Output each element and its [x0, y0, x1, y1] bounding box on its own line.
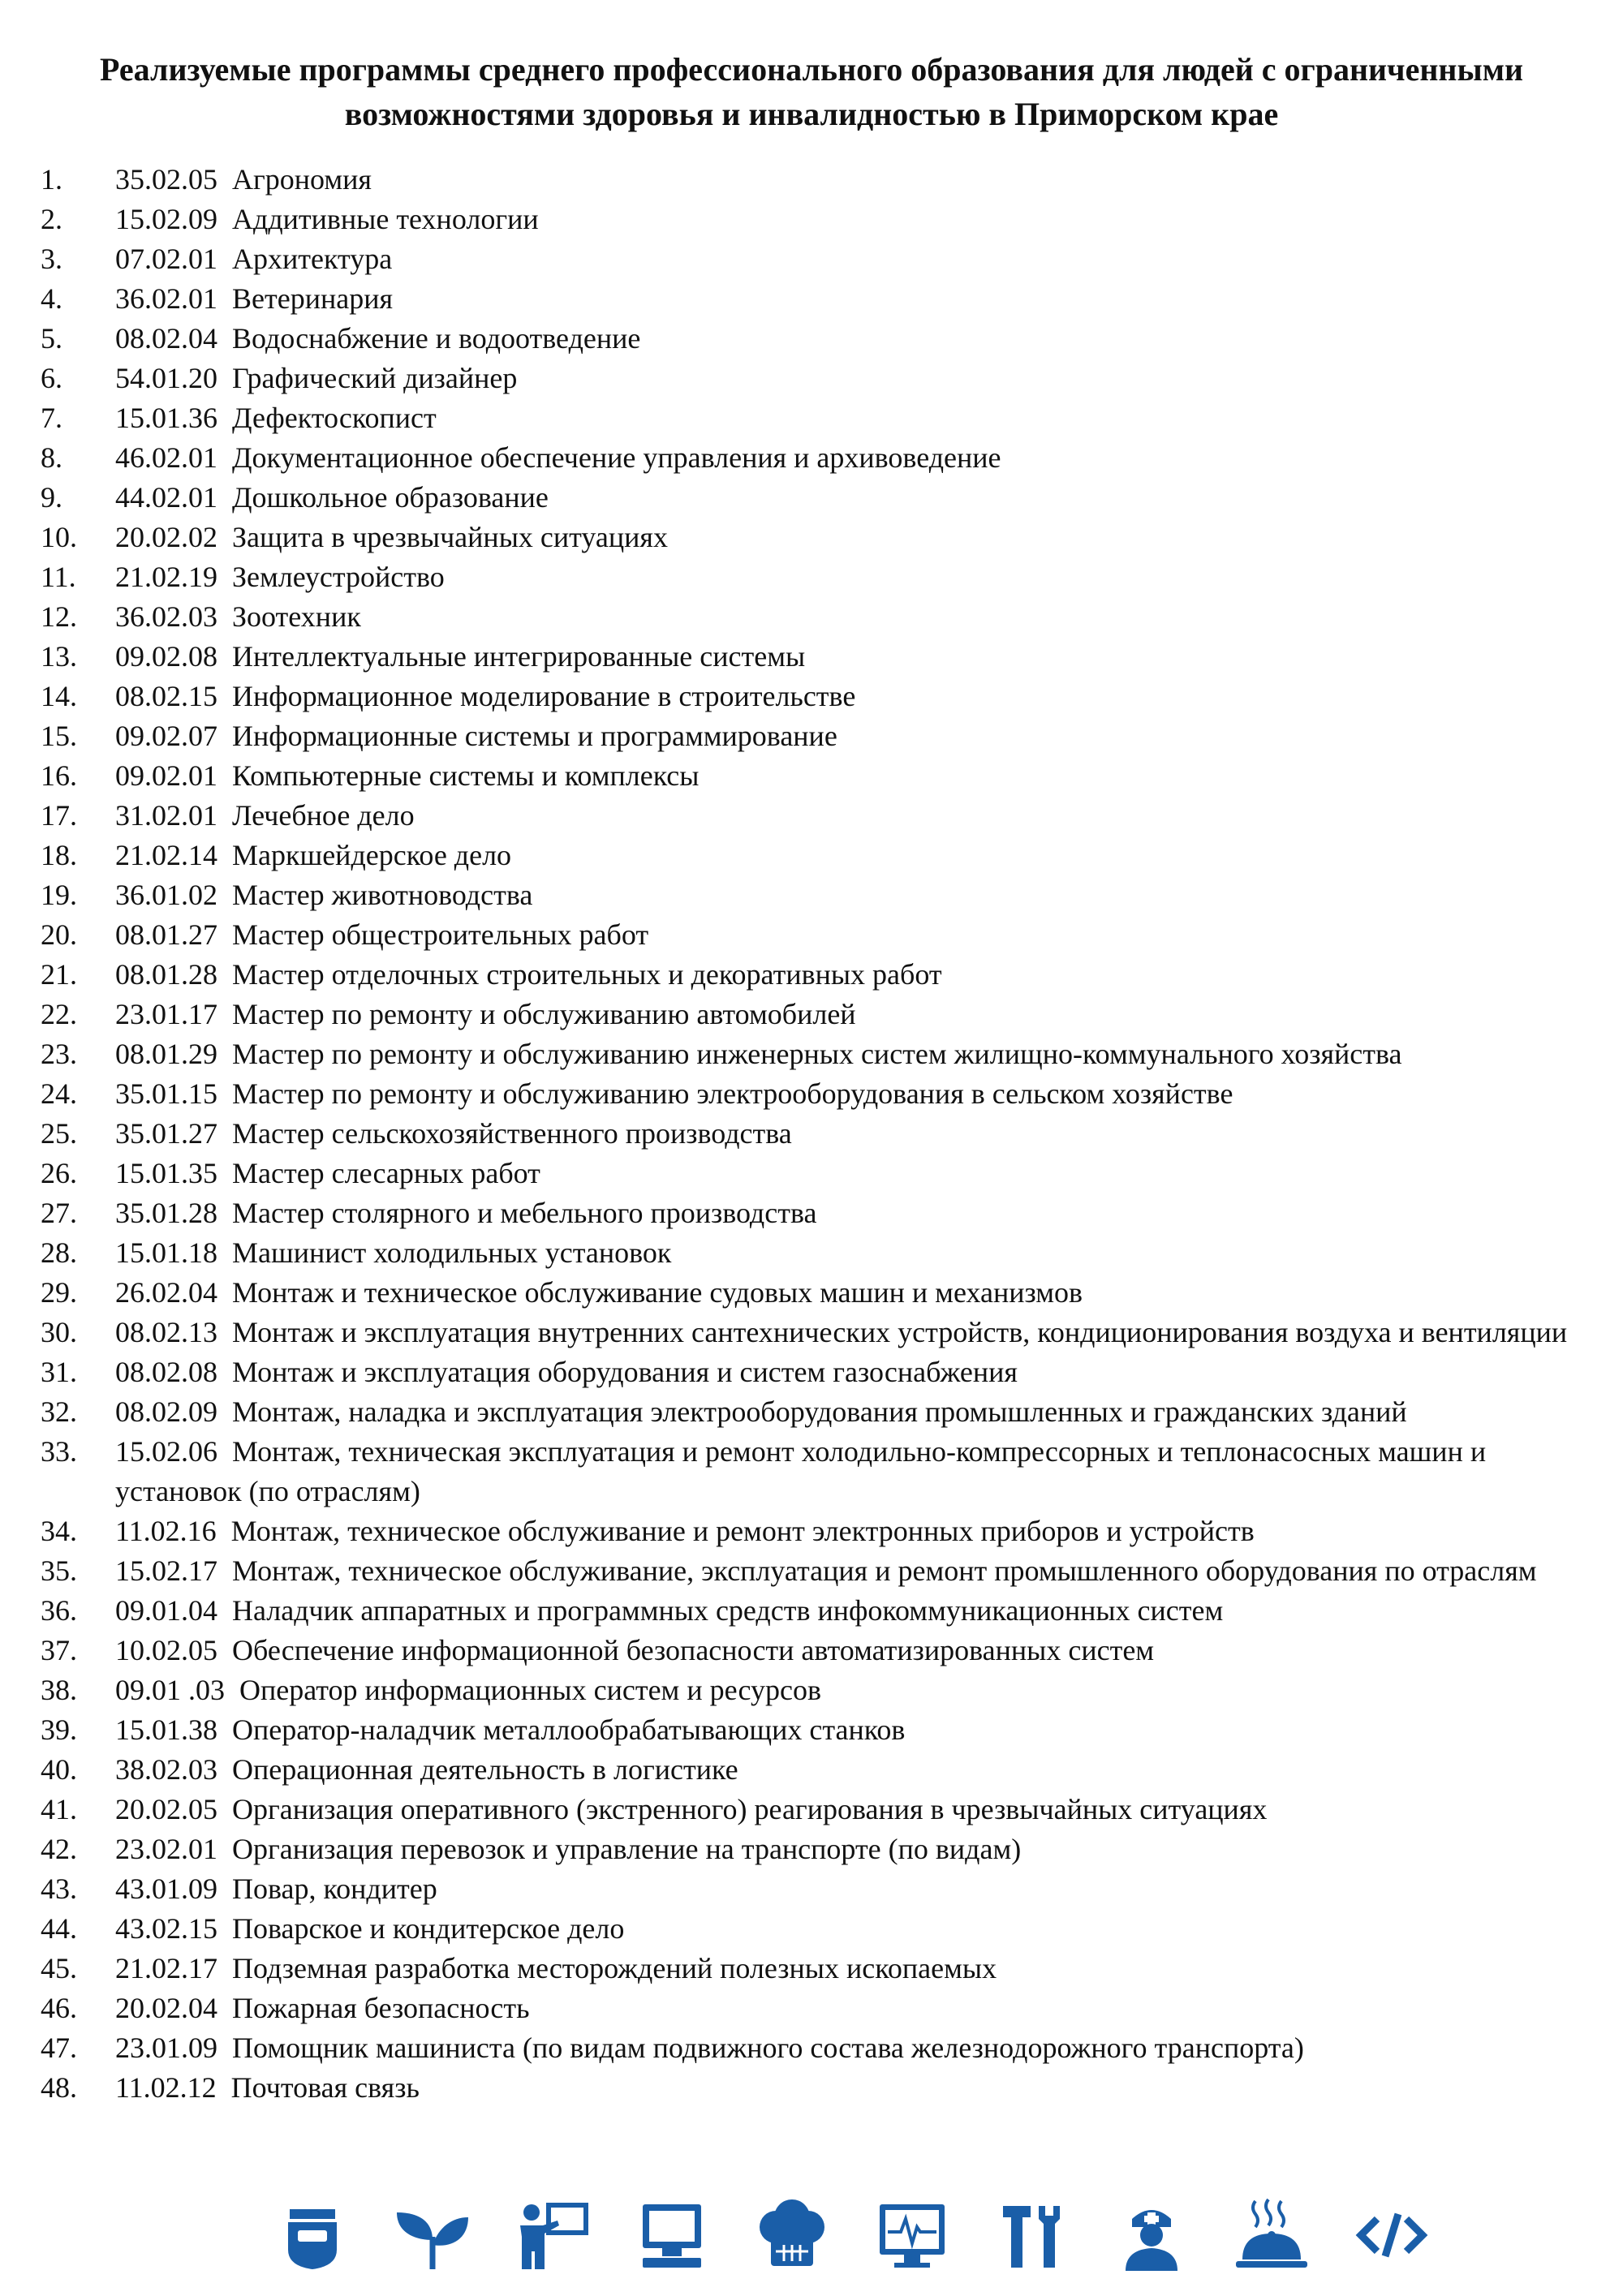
program-text	[115, 836, 1591, 875]
program-code: 08.02.04	[115, 322, 217, 355]
program-text	[115, 1233, 1591, 1273]
program-item	[41, 1511, 1591, 1551]
program-code: 11.02.16	[115, 1515, 217, 1547]
program-code: 36.02.01	[115, 282, 217, 315]
program-item	[41, 1670, 1591, 1710]
program-code: 15.02.06	[115, 1435, 217, 1468]
program-text	[115, 2028, 1591, 2068]
program-text	[115, 796, 1591, 836]
program-item	[41, 1710, 1591, 1750]
program-name: Компьютерные системы и комплексы	[232, 759, 700, 792]
program-name: Мастер по ремонту и обслуживанию автомобилей	[232, 998, 856, 1030]
program-name: Мастер общестроительных работ	[232, 918, 649, 951]
teacher-board-icon	[508, 2195, 597, 2276]
program-number: 1.	[41, 163, 62, 196]
program-item	[41, 955, 1591, 995]
program-text	[115, 1392, 1591, 1432]
chef-hat-icon	[747, 2195, 837, 2276]
program-name: Интеллектуальные интегрированные системы	[232, 640, 806, 673]
program-number: 8.	[41, 441, 62, 474]
program-code: 15.02.17	[115, 1554, 217, 1587]
program-number: 20.	[41, 918, 77, 951]
program-name: Мастер животноводства	[232, 879, 533, 911]
program-code: 35.01.28	[115, 1197, 217, 1229]
program-list	[41, 160, 1591, 2108]
program-code: 20.02.04	[115, 1992, 217, 2024]
program-name: Подземная разработка месторождений полезных ископаемых	[232, 1952, 997, 1984]
program-name: Дошкольное образование	[232, 481, 549, 514]
program-text	[115, 716, 1591, 756]
program-code: 35.02.05	[115, 163, 217, 196]
program-item	[41, 438, 1591, 478]
program-name: Графический дизайнер	[232, 362, 518, 394]
program-name: Пожарная безопасность	[232, 1992, 530, 2024]
program-text	[115, 398, 1591, 438]
program-code: 15.02.09	[115, 203, 217, 235]
program-number: 28.	[41, 1236, 77, 1269]
page-title: Реализуемые программы среднего профессионального образования для людей с ограниченными возможностями здоровья и инвалидностью в Приморском крае	[99, 51, 1523, 132]
program-number: 17.	[41, 799, 77, 832]
program-name: Монтаж, техническое обслуживание и ремонт электронных приборов и устройств	[230, 1515, 1255, 1547]
ecg-monitor-icon	[867, 2195, 957, 2276]
program-number: 10.	[41, 521, 77, 553]
program-text	[115, 1154, 1591, 1193]
program-number: 12.	[41, 600, 77, 633]
program-name: Защита в чрезвычайных ситуациях	[232, 521, 668, 553]
program-code: 09.01 .03	[115, 1674, 225, 1706]
program-text	[115, 1631, 1591, 1670]
program-name: Водоснабжение и водоотведение	[232, 322, 641, 355]
program-item	[41, 1591, 1591, 1631]
program-text	[115, 239, 1591, 279]
program-number: 31.	[41, 1356, 77, 1388]
program-text	[115, 2068, 1591, 2108]
program-number: 7.	[41, 402, 62, 434]
program-number: 47.	[41, 2032, 77, 2064]
program-code: 15.01.35	[115, 1157, 217, 1189]
program-text	[115, 518, 1591, 557]
program-item	[41, 915, 1591, 955]
program-number: 46.	[41, 1992, 77, 2024]
program-text	[115, 359, 1591, 398]
program-code: 08.01.28	[115, 958, 217, 991]
program-name: Обеспечение информационной безопасности автоматизированных систем	[232, 1634, 1155, 1666]
program-number: 4.	[41, 282, 62, 315]
program-name: Информационные системы и программирование	[232, 720, 837, 752]
nurse-icon	[1107, 2195, 1196, 2276]
program-code: 38.02.03	[115, 1753, 217, 1786]
program-code: 23.01.09	[115, 2032, 217, 2064]
program-name: Архитектура	[232, 243, 393, 275]
program-item	[41, 1154, 1591, 1193]
program-number: 32.	[41, 1395, 77, 1428]
program-name: Монтаж и эксплуатация оборудования и систем газоснабжения	[232, 1356, 1018, 1388]
program-name: Монтаж и эксплуатация внутренних сантехнических устройств, кондиционирования воздуха и вентиляции	[232, 1316, 1568, 1348]
program-text	[115, 597, 1591, 637]
program-text	[115, 438, 1591, 478]
program-number: 45.	[41, 1952, 77, 1984]
program-item	[41, 1949, 1591, 1989]
program-name: Монтаж, наладка и эксплуатация электрооборудования промышленных и гражданских зданий	[232, 1395, 1407, 1428]
program-name: Маркшейдерское дело	[232, 839, 512, 871]
program-number: 27.	[41, 1197, 77, 1229]
program-name: Монтаж, техническая эксплуатация и ремонт холодильно-компрессорных и теплонасосных машин и установок (по отраслям)	[115, 1435, 1487, 1507]
program-number: 48.	[41, 2071, 77, 2104]
program-number: 9.	[41, 481, 62, 514]
program-text	[115, 1551, 1591, 1591]
program-text	[115, 915, 1591, 955]
program-name: Операционная деятельность в логистике	[232, 1753, 738, 1786]
program-number: 19.	[41, 879, 77, 911]
program-text	[115, 1750, 1591, 1790]
program-code: 21.02.19	[115, 561, 217, 593]
program-item	[41, 359, 1591, 398]
program-item	[41, 398, 1591, 438]
program-name: Документационное обеспечение управления и архивоведение	[232, 441, 1001, 474]
program-item	[41, 1193, 1591, 1233]
program-item	[41, 716, 1591, 756]
program-code: 54.01.20	[115, 362, 217, 394]
serving-cloche-icon	[1227, 2195, 1316, 2276]
program-text	[115, 557, 1591, 597]
program-code: 11.02.12	[115, 2071, 217, 2104]
program-number: 37.	[41, 1634, 77, 1666]
program-item	[41, 279, 1591, 319]
program-number: 16.	[41, 759, 77, 792]
program-text	[115, 1114, 1591, 1154]
program-name: Повар, кондитер	[232, 1872, 437, 1905]
program-item	[41, 2028, 1591, 2068]
program-code: 23.02.01	[115, 1833, 217, 1865]
program-name: Мастер слесарных работ	[232, 1157, 540, 1189]
program-item	[41, 1909, 1591, 1949]
program-code: 15.01.38	[115, 1713, 217, 1746]
program-number: 33.	[41, 1435, 77, 1468]
program-text	[115, 319, 1591, 359]
program-item	[41, 756, 1591, 796]
program-code: 09.01.04	[115, 1594, 217, 1627]
program-text	[115, 1989, 1591, 2028]
program-item	[41, 1750, 1591, 1790]
program-item	[41, 995, 1591, 1034]
program-code: 43.02.15	[115, 1912, 217, 1945]
program-item	[41, 796, 1591, 836]
computer-icon	[627, 2195, 717, 2276]
program-item	[41, 160, 1591, 200]
program-code: 08.01.27	[115, 918, 217, 951]
program-text	[115, 160, 1591, 200]
program-name: Наладчик аппаратных и программных средств инфокоммуникационных систем	[232, 1594, 1224, 1627]
program-number: 21.	[41, 958, 77, 991]
program-item	[41, 1989, 1591, 2028]
program-text	[115, 478, 1591, 518]
program-item	[41, 1869, 1591, 1909]
program-number: 22.	[41, 998, 77, 1030]
program-number: 11.	[41, 561, 76, 593]
program-text	[115, 1432, 1591, 1511]
program-code: 46.02.01	[115, 441, 217, 474]
program-item	[41, 875, 1591, 915]
program-code: 23.01.17	[115, 998, 217, 1030]
program-name: Зоотехник	[232, 600, 361, 633]
program-text	[115, 1829, 1591, 1869]
sprout-icon	[388, 2195, 477, 2276]
program-number: 43.	[41, 1872, 77, 1905]
program-name: Землеустройство	[232, 561, 445, 593]
program-number: 30.	[41, 1316, 77, 1348]
program-text	[115, 1352, 1591, 1392]
program-item	[41, 1034, 1591, 1074]
program-name: Помощник машиниста (по видам подвижного состава железнодорожного транспорта)	[232, 2032, 1304, 2064]
program-number: 13.	[41, 640, 77, 673]
program-name: Лечебное дело	[232, 799, 415, 832]
program-code: 09.02.07	[115, 720, 217, 752]
program-text	[115, 1670, 1591, 1710]
program-code: 08.02.13	[115, 1316, 217, 1348]
program-item	[41, 1352, 1591, 1392]
program-text	[115, 875, 1591, 915]
program-item	[41, 518, 1591, 557]
program-item	[41, 200, 1591, 239]
program-number: 18.	[41, 839, 77, 871]
code-icon	[1347, 2195, 1436, 2276]
program-item	[41, 557, 1591, 597]
program-code: 08.02.08	[115, 1356, 217, 1388]
program-name: Мастер по ремонту и обслуживанию электрооборудования в сельском хозяйстве	[232, 1077, 1233, 1110]
program-number: 40.	[41, 1753, 77, 1786]
program-text	[115, 279, 1591, 319]
program-code: 43.01.09	[115, 1872, 217, 1905]
program-code: 35.01.27	[115, 1117, 217, 1150]
program-code: 08.02.15	[115, 680, 217, 712]
program-name: Оператор-наладчик металлообрабатывающих станков	[232, 1713, 906, 1746]
program-code: 31.02.01	[115, 799, 217, 832]
program-number: 15.	[41, 720, 77, 752]
program-code: 08.02.09	[115, 1395, 217, 1428]
program-number: 24.	[41, 1077, 77, 1110]
program-item	[41, 319, 1591, 359]
program-text	[115, 1034, 1591, 1074]
program-item	[41, 1631, 1591, 1670]
program-item	[41, 478, 1591, 518]
program-item	[41, 1233, 1591, 1273]
program-name: Монтаж и техническое обслуживание судовых машин и механизмов	[232, 1276, 1083, 1309]
program-text	[115, 1710, 1591, 1750]
program-item	[41, 239, 1591, 279]
program-item	[41, 677, 1591, 716]
program-item	[41, 1392, 1591, 1432]
program-name: Оператор информационных систем и ресурсов	[239, 1674, 821, 1706]
program-number: 25.	[41, 1117, 77, 1150]
program-number: 5.	[41, 322, 62, 355]
program-text	[115, 1949, 1591, 1989]
program-code: 15.01.18	[115, 1236, 217, 1269]
program-item	[41, 1074, 1591, 1114]
program-name: Агрономия	[232, 163, 372, 196]
program-text	[115, 1869, 1591, 1909]
program-text	[115, 1790, 1591, 1829]
program-code: 09.02.08	[115, 640, 217, 673]
program-code: 20.02.02	[115, 521, 217, 553]
program-number: 26.	[41, 1157, 77, 1189]
program-item	[41, 637, 1591, 677]
program-code: 35.01.15	[115, 1077, 217, 1110]
program-text	[115, 1591, 1591, 1631]
icon-strip	[268, 2191, 1436, 2280]
program-text	[115, 677, 1591, 716]
program-item	[41, 1273, 1591, 1313]
program-number: 23.	[41, 1038, 77, 1070]
program-text	[115, 1909, 1591, 1949]
program-code: 26.02.04	[115, 1276, 217, 1309]
program-number: 29.	[41, 1276, 77, 1309]
program-item	[41, 1432, 1591, 1511]
program-name: Мастер столярного и мебельного производства	[232, 1197, 817, 1229]
program-text	[115, 1313, 1591, 1352]
program-text	[115, 1511, 1591, 1551]
program-name: Монтаж, техническое обслуживание, эксплуатация и ремонт промышленного оборудования по отраслям	[232, 1554, 1537, 1587]
program-number: 34.	[41, 1515, 77, 1547]
program-number: 3.	[41, 243, 62, 275]
program-code: 21.02.17	[115, 1952, 217, 1984]
program-code: 07.02.01	[115, 243, 217, 275]
program-number: 36.	[41, 1594, 77, 1627]
program-name: Поварское и кондитерское дело	[232, 1912, 625, 1945]
program-name: Организация оперативного (экстренного) реагирования в чрезвычайных ситуациях	[232, 1793, 1268, 1825]
program-number: 2.	[41, 203, 62, 235]
program-code: 21.02.14	[115, 839, 217, 871]
program-item	[41, 1790, 1591, 1829]
program-name: Почтовая связь	[230, 2071, 420, 2104]
program-item	[41, 1114, 1591, 1154]
program-item	[41, 597, 1591, 637]
program-name: Дефектоскопист	[232, 402, 437, 434]
program-text	[115, 637, 1591, 677]
program-text	[115, 1074, 1591, 1114]
program-number: 35.	[41, 1554, 77, 1587]
program-number: 41.	[41, 1793, 77, 1825]
program-name: Организация перевозок и управление на транспорте (по видам)	[232, 1833, 1022, 1865]
program-text	[115, 200, 1591, 239]
program-text	[115, 955, 1591, 995]
program-name: Мастер отделочных строительных и декоративных работ	[232, 958, 942, 991]
program-code: 36.02.03	[115, 600, 217, 633]
program-code: 08.01.29	[115, 1038, 217, 1070]
program-code: 15.01.36	[115, 402, 217, 434]
program-code: 20.02.05	[115, 1793, 217, 1825]
program-item	[41, 2068, 1591, 2108]
program-item	[41, 1551, 1591, 1591]
program-code: 36.01.02	[115, 879, 217, 911]
program-number: 14.	[41, 680, 77, 712]
program-item	[41, 1829, 1591, 1869]
program-text	[115, 756, 1591, 796]
program-code: 09.02.01	[115, 759, 217, 792]
tools-icon	[988, 2195, 1077, 2276]
program-text	[115, 995, 1591, 1034]
program-name: Машинист холодильных установок	[232, 1236, 672, 1269]
program-name: Информационное моделирование в строительстве	[232, 680, 856, 712]
program-name: Мастер по ремонту и обслуживанию инженерных систем жилищно-коммунального хозяйства	[232, 1038, 1402, 1070]
program-text	[115, 1273, 1591, 1313]
welding-mask-icon	[268, 2195, 357, 2276]
program-name: Ветеринария	[232, 282, 394, 315]
program-name: Мастер сельскохозяйственного производства	[232, 1117, 792, 1150]
program-text	[115, 1193, 1591, 1233]
program-item	[41, 836, 1591, 875]
program-code: 10.02.05	[115, 1634, 217, 1666]
program-number: 6.	[41, 362, 62, 394]
program-number: 44.	[41, 1912, 77, 1945]
program-number: 38.	[41, 1674, 77, 1706]
program-number: 42.	[41, 1833, 77, 1865]
program-item	[41, 1313, 1591, 1352]
program-name: Аддитивные технологии	[232, 203, 539, 235]
program-code: 44.02.01	[115, 481, 217, 514]
program-number: 39.	[41, 1713, 77, 1746]
